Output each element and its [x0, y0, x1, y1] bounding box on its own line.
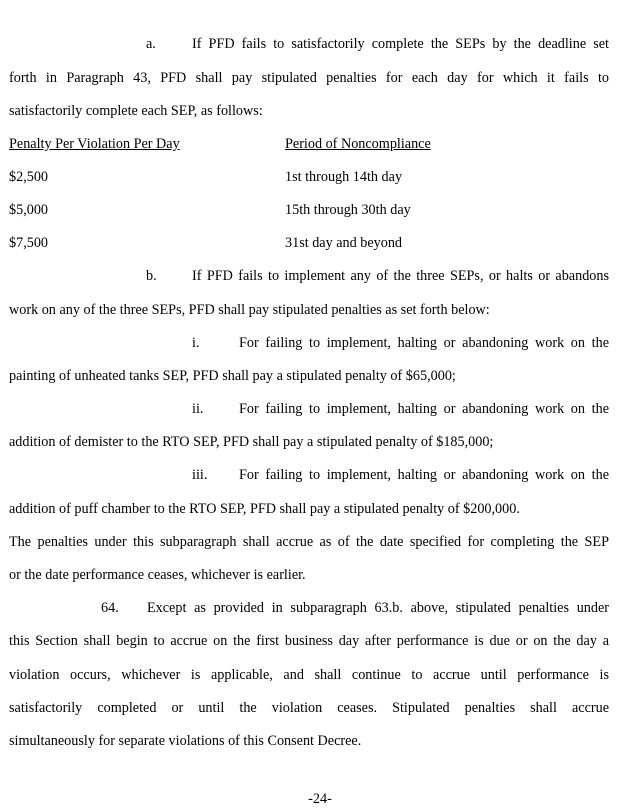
sub-item-marker: ii.: [192, 401, 204, 417]
table-header-penalty: Penalty Per Violation Per Day: [9, 136, 180, 152]
table-cell-penalty: $7,500: [9, 235, 49, 251]
para-b-line-1: If PFD fails to implement any of the three SEPs, or halts or abandons: [192, 268, 609, 284]
para-64-line-2: this Section shall begin to accrue on the first business day after performance is due or on the day a: [9, 633, 609, 649]
sub-item-line: painting of unheated tanks SEP, PFD shall pay a stipulated penalty of $65,000;: [9, 368, 456, 384]
sub-item-line: For failing to implement, halting or abandoning work on the: [239, 401, 609, 417]
para-b-line-2: work on any of the three SEPs, PFD shall pay stipulated penalties as set forth below:: [9, 302, 490, 318]
sub-item-line: addition of demister to the RTO SEP, PFD shall pay a stipulated penalty of $185,000;: [9, 434, 494, 450]
table-cell-period: 31st day and beyond: [285, 235, 403, 251]
table-cell-penalty: $5,000: [9, 202, 49, 218]
para-64-line-5: simultaneously for separate violations of this Consent Decree.: [9, 733, 362, 749]
para-64-line-1: Except as provided in subparagraph 63.b. above, stipulated penalties under: [147, 600, 609, 616]
table-cell-period: 1st through 14th day: [285, 169, 403, 185]
accrual-note-line-2: or the date performance ceases, whichever is earlier.: [9, 567, 306, 583]
para-64-line-4: satisfactorily completed or until the violation ceases. Stipulated penalties shall accrue: [9, 700, 609, 716]
table-header-period: Period of Noncompliance: [285, 136, 431, 152]
sub-item-line: For failing to implement, halting or abandoning work on the: [239, 467, 609, 483]
para-a-marker: a.: [146, 36, 156, 52]
page-number: -24-: [308, 791, 332, 807]
sub-item-marker: iii.: [192, 467, 208, 483]
table-cell-penalty: $2,500: [9, 169, 49, 185]
para-a-line-2: forth in Paragraph 43, PFD shall pay stipulated penalties for each day for which it fails to: [9, 70, 609, 86]
sub-item-marker: i.: [192, 335, 200, 351]
para-64-number: 64.: [101, 600, 119, 616]
sub-item-line: addition of puff chamber to the RTO SEP, PFD shall pay a stipulated penalty of $200,000.: [9, 501, 520, 517]
para-64-line-3: violation occurs, whichever is applicable, and shall continue to accrue until performance is: [9, 667, 609, 683]
accrual-note-line-1: The penalties under this subparagraph shall accrue as of the date specified for completing the SEP: [9, 534, 609, 550]
sub-item-line: For failing to implement, halting or abandoning work on the: [239, 335, 609, 351]
table-cell-period: 15th through 30th day: [285, 202, 411, 218]
para-a-line-3: satisfactorily complete each SEP, as follows:: [9, 103, 263, 119]
para-a-line-1: If PFD fails to satisfactorily complete the SEPs by the deadline set: [192, 36, 609, 52]
para-b-marker: b.: [146, 268, 157, 284]
